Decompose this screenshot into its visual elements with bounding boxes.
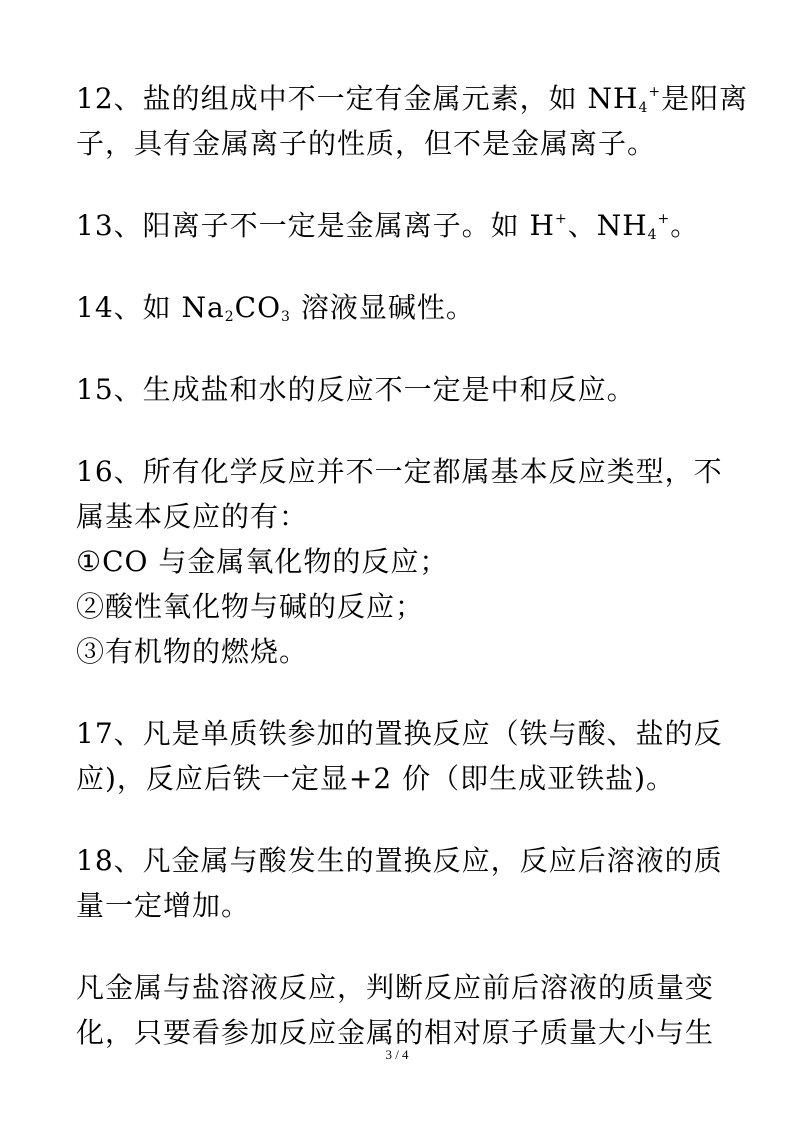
text-line: 应)，反应后铁一定显+2 价（即生成亚铁盐)。 (76, 762, 676, 795)
item-16 (76, 449, 726, 674)
text-line: 16、所有化学反应并不一定都属基本反应类型，不 (76, 455, 723, 488)
text-line: 属基本反应的有： (76, 500, 309, 533)
page-number: 3 / 4 (385, 1047, 409, 1062)
item-12 (76, 76, 749, 166)
item-18 (76, 838, 726, 928)
text-line: 子，具有金属离子的性质，但不是金属离子。 (76, 127, 657, 160)
text-line: 18、凡金属与酸发生的置换反应，反应后溶液的质 (76, 844, 723, 877)
subscript: 3 (281, 309, 291, 325)
text-line: ②酸性氧化物与碱的反应； (76, 590, 425, 623)
subscript: 4 (638, 100, 649, 116)
text-line: 12、盐的组成中不一定有金属元素，如 $NH_4^+$是阳离 (76, 82, 749, 116)
text-line: 化，只要看参加反应金属的相对原子质量大小与生 (76, 1016, 715, 1049)
text-line: 13、阳离子不一定是金属离子。如 H+、$NH_4^+$。 (76, 209, 700, 243)
superscript: + (657, 211, 671, 227)
text-line: ①CO 与金属氧化物的反应； (76, 545, 449, 578)
text-line: 凡金属与盐溶液反应，判断反应前后溶液的质量变 (76, 971, 715, 1004)
subscript: 4 (647, 227, 658, 243)
subscript: 2 (224, 309, 235, 325)
superscript: + (648, 84, 662, 100)
text-line: 14、如 $Na_2CO_3$ 溶液显碱性。 (76, 291, 475, 325)
item-13 (76, 203, 726, 248)
item-metal-salt-note (76, 965, 726, 1055)
text-line: 17、凡是单质铁参加的置换反应（铁与酸、盐的反 (76, 717, 723, 750)
text-line: 量一定增加。 (76, 889, 251, 922)
text-line: ③有机物的燃烧。 (76, 635, 309, 668)
item-17 (76, 711, 726, 801)
item-15 (76, 367, 726, 412)
item-14 (76, 285, 726, 330)
text-line: 15、生成盐和水的反应不一定是中和反应。 (76, 373, 636, 406)
document-body (76, 76, 749, 1055)
superscript: + (554, 211, 568, 227)
